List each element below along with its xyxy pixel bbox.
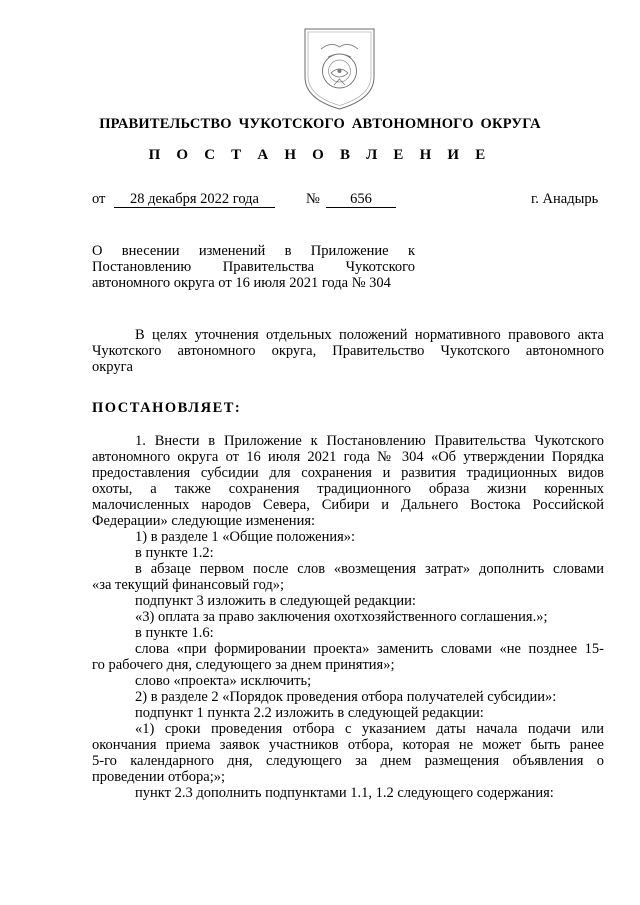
preamble-paragraph bbox=[92, 327, 604, 375]
date-from-label: от bbox=[92, 191, 106, 207]
body-line: подпункт 3 изложить в следующей редакции: bbox=[135, 593, 416, 609]
preamble-line: округа bbox=[92, 359, 133, 375]
body-line: окончания приема заявок участников отбора, которая не может быть ранее bbox=[92, 737, 604, 753]
document-dateline bbox=[0, 191, 640, 213]
document-date: 28 декабря 2022 года bbox=[114, 191, 275, 208]
body-line: в абзаце первом после слов «возмещения затрат» дополнить словами bbox=[135, 561, 604, 577]
document-type-title: П О С Т А Н О В Л Е Н И Е bbox=[148, 147, 492, 163]
government-name: ПРАВИТЕЛЬСТВО ЧУКОТСКОГО АВТОНОМНОГО ОКРУГА bbox=[99, 116, 541, 132]
body-line: малочисленных народов Севера, Сибири и Дальнего Востока Российской bbox=[92, 497, 604, 513]
body-line: «за текущий финансовый год»; bbox=[92, 577, 285, 593]
body-line: слово «проекта» исключить; bbox=[135, 673, 312, 689]
preamble-line: В целях уточнения отдельных положений нормативного правового акта bbox=[135, 327, 604, 343]
subject-line: Постановлению Правительства Чукотского bbox=[92, 259, 415, 275]
preamble-line: Чукотского автономного округа, Правительство Чукотского автономного bbox=[92, 343, 604, 359]
number-label: № bbox=[306, 191, 320, 207]
body-line: 1) в разделе 1 «Общие положения»: bbox=[135, 529, 356, 545]
body-line: 2) в разделе 2 «Порядок проведения отбора получателей субсидии»: bbox=[135, 689, 557, 705]
body-line: го рабочего дня, следующего за днем принятия»; bbox=[92, 657, 395, 673]
body-line: подпункт 1 пункта 2.2 изложить в следующей редакции: bbox=[135, 705, 484, 721]
coat-of-arms-emblem bbox=[301, 27, 378, 111]
document-number: 656 bbox=[326, 191, 396, 208]
body-line: в пункте 1.6: bbox=[135, 625, 214, 641]
body-line: «1) сроки проведения отбора с указанием даты начала подачи или bbox=[135, 721, 604, 737]
body-line: 5-го календарного дня, следующего за днем размещения объявления о bbox=[92, 753, 604, 769]
city-name: г. Анадырь bbox=[531, 191, 599, 207]
resolution-body bbox=[92, 433, 604, 801]
body-line: охоты, а также сохранения традиционного образа жизни коренных bbox=[92, 481, 604, 497]
body-line: Федерации» следующие изменения: bbox=[92, 513, 316, 529]
body-line: слова «при формировании проекта» заменить словами «не позднее 15- bbox=[135, 641, 604, 657]
document-subject bbox=[92, 243, 415, 291]
body-line: в пункте 1.2: bbox=[135, 545, 214, 561]
subject-line: автономного округа от 16 июля 2021 года № 304 bbox=[92, 275, 391, 291]
body-line: предоставления субсидии для сохранения и развития традиционных видов bbox=[92, 465, 604, 481]
body-line: пункт 2.3 дополнить подпунктами 1.1, 1.2 следующего содержания: bbox=[135, 785, 554, 801]
body-line: проведении отбора;»; bbox=[92, 769, 225, 785]
subject-line: О внесении изменений в Приложение к bbox=[92, 243, 415, 259]
body-line: «3) оплата за право заключения охотхозяйственного соглашения.»; bbox=[135, 609, 548, 625]
body-line: автономного округа от 16 июля 2021 года № 304 «Об утверждении Порядка bbox=[92, 449, 604, 465]
body-line: 1. Внести в Приложение к Постановлению Правительства Чукотского bbox=[135, 433, 604, 449]
resolve-heading: ПОСТАНОВЛЯЕТ: bbox=[92, 400, 242, 416]
